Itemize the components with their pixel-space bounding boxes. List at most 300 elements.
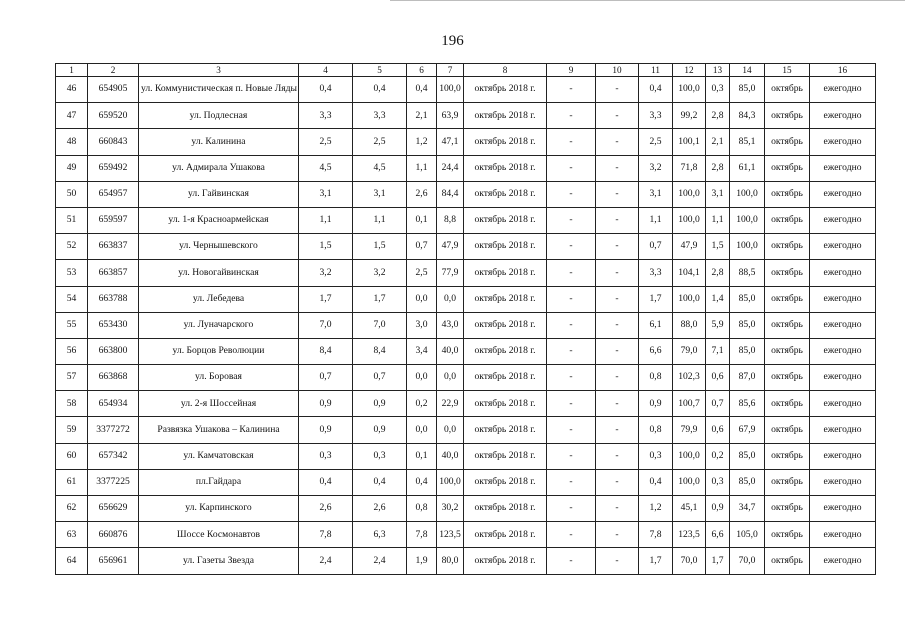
- value-7-cell: 22,9: [437, 391, 464, 417]
- value-9-cell: -: [547, 181, 596, 207]
- road-code-cell: 659520: [88, 103, 139, 129]
- value-4-cell: 2,6: [299, 496, 353, 522]
- value-7-cell: 123,5: [437, 522, 464, 548]
- street-name-cell: ул. Коммунистическая п. Новые Ляды: [139, 77, 299, 103]
- table-row: [56, 469, 876, 495]
- value-10-cell: -: [596, 103, 639, 129]
- inspection-month-cell: октябрь: [765, 155, 810, 181]
- column-header-15: 15: [765, 64, 810, 77]
- value-12-cell: 45,1: [673, 496, 706, 522]
- value-4-cell: 3,3: [299, 103, 353, 129]
- row-number-cell: 54: [56, 286, 88, 312]
- table-row: [56, 548, 876, 574]
- value-6-cell: 2,1: [407, 103, 437, 129]
- road-code-cell: 659492: [88, 155, 139, 181]
- value-12-cell: 79,9: [673, 417, 706, 443]
- value-11-cell: 3,2: [639, 155, 673, 181]
- value-13-cell: 6,6: [706, 522, 730, 548]
- value-12-cell: 123,5: [673, 522, 706, 548]
- value-11-cell: 3,3: [639, 260, 673, 286]
- value-7-cell: 30,2: [437, 496, 464, 522]
- frequency-cell: ежегодно: [810, 312, 876, 338]
- value-4-cell: 8,4: [299, 338, 353, 364]
- street-name-cell: ул. Калинина: [139, 129, 299, 155]
- value-10-cell: -: [596, 77, 639, 103]
- value-11-cell: 6,1: [639, 312, 673, 338]
- value-4-cell: 1,5: [299, 234, 353, 260]
- value-6-cell: 1,9: [407, 548, 437, 574]
- value-7-cell: 0,0: [437, 286, 464, 312]
- inspection-month-cell: октябрь: [765, 469, 810, 495]
- completion-date-cell: октябрь 2018 г.: [464, 103, 547, 129]
- value-5-cell: 4,5: [353, 155, 407, 181]
- value-7-cell: 24,4: [437, 155, 464, 181]
- column-header-12: 12: [673, 64, 706, 77]
- value-4-cell: 3,1: [299, 181, 353, 207]
- value-12-cell: 100,0: [673, 469, 706, 495]
- completion-date-cell: октябрь 2018 г.: [464, 155, 547, 181]
- inspection-month-cell: октябрь: [765, 312, 810, 338]
- value-12-cell: 70,0: [673, 548, 706, 574]
- street-name-cell: ул. 1-я Красноармейская: [139, 207, 299, 233]
- value-12-cell: 100,1: [673, 129, 706, 155]
- value-9-cell: -: [547, 260, 596, 286]
- value-5-cell: 2,6: [353, 496, 407, 522]
- value-10-cell: -: [596, 129, 639, 155]
- completion-date-cell: октябрь 2018 г.: [464, 234, 547, 260]
- value-7-cell: 100,0: [437, 469, 464, 495]
- value-14-cell: 61,1: [730, 155, 765, 181]
- frequency-cell: ежегодно: [810, 155, 876, 181]
- frequency-cell: ежегодно: [810, 522, 876, 548]
- completion-date-cell: октябрь 2018 г.: [464, 548, 547, 574]
- completion-date-cell: октябрь 2018 г.: [464, 312, 547, 338]
- row-number-cell: 46: [56, 77, 88, 103]
- inspection-month-cell: октябрь: [765, 286, 810, 312]
- table-row: [56, 103, 876, 129]
- page-number: 196: [441, 33, 464, 49]
- value-13-cell: 5,9: [706, 312, 730, 338]
- value-13-cell: 2,8: [706, 103, 730, 129]
- value-6-cell: 1,2: [407, 129, 437, 155]
- frequency-cell: ежегодно: [810, 234, 876, 260]
- value-5-cell: 0,4: [353, 77, 407, 103]
- inspection-month-cell: октябрь: [765, 77, 810, 103]
- value-7-cell: 80,0: [437, 548, 464, 574]
- value-14-cell: 88,5: [730, 260, 765, 286]
- value-13-cell: 1,1: [706, 207, 730, 233]
- road-code-cell: 654934: [88, 391, 139, 417]
- value-14-cell: 70,0: [730, 548, 765, 574]
- value-11-cell: 1,7: [639, 548, 673, 574]
- table-row: [56, 77, 876, 103]
- row-number-cell: 64: [56, 548, 88, 574]
- value-7-cell: 40,0: [437, 338, 464, 364]
- value-10-cell: -: [596, 469, 639, 495]
- value-9-cell: -: [547, 469, 596, 495]
- value-14-cell: 85,0: [730, 469, 765, 495]
- street-name-cell: Развязка Ушакова – Калинина: [139, 417, 299, 443]
- value-5-cell: 0,9: [353, 417, 407, 443]
- road-code-cell: 653430: [88, 312, 139, 338]
- inspection-month-cell: октябрь: [765, 260, 810, 286]
- value-4-cell: 7,0: [299, 312, 353, 338]
- value-4-cell: 0,9: [299, 417, 353, 443]
- value-11-cell: 1,2: [639, 496, 673, 522]
- street-name-cell: ул. Газеты Звезда: [139, 548, 299, 574]
- value-12-cell: 100,0: [673, 77, 706, 103]
- value-10-cell: -: [596, 417, 639, 443]
- value-9-cell: -: [547, 548, 596, 574]
- column-header-1: 1: [56, 64, 88, 77]
- street-name-cell: ул. Боровая: [139, 365, 299, 391]
- table-row: [56, 496, 876, 522]
- top-edge-rule: [390, 0, 905, 1]
- column-header-4: 4: [299, 64, 353, 77]
- value-9-cell: -: [547, 417, 596, 443]
- value-9-cell: -: [547, 443, 596, 469]
- value-14-cell: 67,9: [730, 417, 765, 443]
- frequency-cell: ежегодно: [810, 338, 876, 364]
- table-row: [56, 522, 876, 548]
- street-name-cell: пл.Гайдара: [139, 469, 299, 495]
- value-7-cell: 40,0: [437, 443, 464, 469]
- value-4-cell: 4,5: [299, 155, 353, 181]
- value-13-cell: 0,6: [706, 417, 730, 443]
- value-10-cell: -: [596, 391, 639, 417]
- road-code-cell: 3377272: [88, 417, 139, 443]
- value-7-cell: 100,0: [437, 77, 464, 103]
- value-9-cell: -: [547, 155, 596, 181]
- completion-date-cell: октябрь 2018 г.: [464, 443, 547, 469]
- column-header-5: 5: [353, 64, 407, 77]
- frequency-cell: ежегодно: [810, 496, 876, 522]
- value-12-cell: 71,8: [673, 155, 706, 181]
- value-5-cell: 0,4: [353, 469, 407, 495]
- street-name-cell: ул. Гайвинская: [139, 181, 299, 207]
- value-12-cell: 100,0: [673, 286, 706, 312]
- value-11-cell: 0,7: [639, 234, 673, 260]
- table-row: [56, 391, 876, 417]
- inspection-month-cell: октябрь: [765, 365, 810, 391]
- value-13-cell: 1,4: [706, 286, 730, 312]
- road-code-cell: 660843: [88, 129, 139, 155]
- value-14-cell: 84,3: [730, 103, 765, 129]
- table-row: [56, 181, 876, 207]
- value-13-cell: 0,3: [706, 469, 730, 495]
- completion-date-cell: октябрь 2018 г.: [464, 417, 547, 443]
- value-14-cell: 34,7: [730, 496, 765, 522]
- table-row: [56, 129, 876, 155]
- value-10-cell: -: [596, 234, 639, 260]
- value-5-cell: 3,3: [353, 103, 407, 129]
- value-7-cell: 47,1: [437, 129, 464, 155]
- value-14-cell: 85,0: [730, 286, 765, 312]
- column-header-13: 13: [706, 64, 730, 77]
- row-number-cell: 63: [56, 522, 88, 548]
- street-name-cell: Шоссе Космонавтов: [139, 522, 299, 548]
- table-row: [56, 338, 876, 364]
- value-5-cell: 6,3: [353, 522, 407, 548]
- value-6-cell: 3,4: [407, 338, 437, 364]
- value-13-cell: 1,5: [706, 234, 730, 260]
- value-6-cell: 2,5: [407, 260, 437, 286]
- column-header-11: 11: [639, 64, 673, 77]
- row-number-cell: 53: [56, 260, 88, 286]
- row-number-cell: 58: [56, 391, 88, 417]
- value-4-cell: 0,4: [299, 77, 353, 103]
- value-5-cell: 0,9: [353, 391, 407, 417]
- value-14-cell: 85,0: [730, 77, 765, 103]
- value-6-cell: 0,7: [407, 234, 437, 260]
- value-10-cell: -: [596, 443, 639, 469]
- value-5-cell: 7,0: [353, 312, 407, 338]
- frequency-cell: ежегодно: [810, 548, 876, 574]
- street-name-cell: ул. Адмирала Ушакова: [139, 155, 299, 181]
- value-7-cell: 77,9: [437, 260, 464, 286]
- value-4-cell: 0,3: [299, 443, 353, 469]
- value-11-cell: 1,7: [639, 286, 673, 312]
- row-number-cell: 55: [56, 312, 88, 338]
- frequency-cell: ежегодно: [810, 417, 876, 443]
- street-name-cell: ул. Лебедева: [139, 286, 299, 312]
- value-9-cell: -: [547, 234, 596, 260]
- roads-table: [55, 63, 876, 575]
- value-6-cell: 0,0: [407, 417, 437, 443]
- frequency-cell: ежегодно: [810, 103, 876, 129]
- value-13-cell: 1,7: [706, 548, 730, 574]
- inspection-month-cell: октябрь: [765, 522, 810, 548]
- completion-date-cell: октябрь 2018 г.: [464, 207, 547, 233]
- road-code-cell: 656961: [88, 548, 139, 574]
- table-row: [56, 155, 876, 181]
- value-11-cell: 0,9: [639, 391, 673, 417]
- completion-date-cell: октябрь 2018 г.: [464, 365, 547, 391]
- row-number-cell: 49: [56, 155, 88, 181]
- inspection-month-cell: октябрь: [765, 338, 810, 364]
- value-6-cell: 0,1: [407, 207, 437, 233]
- value-13-cell: 0,7: [706, 391, 730, 417]
- frequency-cell: ежегодно: [810, 181, 876, 207]
- value-11-cell: 1,1: [639, 207, 673, 233]
- completion-date-cell: октябрь 2018 г.: [464, 181, 547, 207]
- value-11-cell: 0,3: [639, 443, 673, 469]
- table-header-row: [56, 64, 876, 77]
- value-13-cell: 0,9: [706, 496, 730, 522]
- inspection-month-cell: октябрь: [765, 548, 810, 574]
- value-5-cell: 0,7: [353, 365, 407, 391]
- value-9-cell: -: [547, 129, 596, 155]
- value-5-cell: 1,5: [353, 234, 407, 260]
- completion-date-cell: октябрь 2018 г.: [464, 522, 547, 548]
- row-number-cell: 51: [56, 207, 88, 233]
- value-5-cell: 1,1: [353, 207, 407, 233]
- value-6-cell: 2,6: [407, 181, 437, 207]
- value-10-cell: -: [596, 312, 639, 338]
- completion-date-cell: октябрь 2018 г.: [464, 496, 547, 522]
- column-header-8: 8: [464, 64, 547, 77]
- column-header-14: 14: [730, 64, 765, 77]
- column-header-9: 9: [547, 64, 596, 77]
- street-name-cell: ул. Новогайвинская: [139, 260, 299, 286]
- value-10-cell: -: [596, 207, 639, 233]
- value-4-cell: 2,4: [299, 548, 353, 574]
- value-9-cell: -: [547, 496, 596, 522]
- value-4-cell: 1,7: [299, 286, 353, 312]
- frequency-cell: ежегодно: [810, 391, 876, 417]
- value-12-cell: 88,0: [673, 312, 706, 338]
- table-row: [56, 207, 876, 233]
- row-number-cell: 50: [56, 181, 88, 207]
- value-11-cell: 0,4: [639, 469, 673, 495]
- road-code-cell: 663837: [88, 234, 139, 260]
- value-11-cell: 3,3: [639, 103, 673, 129]
- value-5-cell: 2,5: [353, 129, 407, 155]
- street-name-cell: ул. Луначарского: [139, 312, 299, 338]
- value-5-cell: 3,2: [353, 260, 407, 286]
- inspection-month-cell: октябрь: [765, 391, 810, 417]
- road-code-cell: 663857: [88, 260, 139, 286]
- value-7-cell: 63,9: [437, 103, 464, 129]
- inspection-month-cell: октябрь: [765, 234, 810, 260]
- value-12-cell: 100,0: [673, 443, 706, 469]
- row-number-cell: 60: [56, 443, 88, 469]
- column-header-3: 3: [139, 64, 299, 77]
- value-7-cell: 8,8: [437, 207, 464, 233]
- value-6-cell: 0,4: [407, 77, 437, 103]
- value-12-cell: 102,3: [673, 365, 706, 391]
- value-5-cell: 2,4: [353, 548, 407, 574]
- value-10-cell: -: [596, 365, 639, 391]
- row-number-cell: 48: [56, 129, 88, 155]
- street-name-cell: ул. Борцов Революции: [139, 338, 299, 364]
- column-header-7: 7: [437, 64, 464, 77]
- value-12-cell: 99,2: [673, 103, 706, 129]
- value-4-cell: 0,7: [299, 365, 353, 391]
- inspection-month-cell: октябрь: [765, 103, 810, 129]
- value-11-cell: 6,6: [639, 338, 673, 364]
- value-11-cell: 0,8: [639, 417, 673, 443]
- value-6-cell: 0,4: [407, 469, 437, 495]
- value-10-cell: -: [596, 155, 639, 181]
- column-header-10: 10: [596, 64, 639, 77]
- value-9-cell: -: [547, 391, 596, 417]
- value-5-cell: 3,1: [353, 181, 407, 207]
- value-11-cell: 0,8: [639, 365, 673, 391]
- table-body: [56, 64, 876, 575]
- inspection-month-cell: октябрь: [765, 496, 810, 522]
- value-6-cell: 0,0: [407, 365, 437, 391]
- road-code-cell: 657342: [88, 443, 139, 469]
- street-name-cell: ул. Чернышевского: [139, 234, 299, 260]
- value-12-cell: 79,0: [673, 338, 706, 364]
- table-row: [56, 286, 876, 312]
- value-10-cell: -: [596, 260, 639, 286]
- completion-date-cell: октябрь 2018 г.: [464, 469, 547, 495]
- inspection-month-cell: октябрь: [765, 417, 810, 443]
- value-7-cell: 43,0: [437, 312, 464, 338]
- table-row: [56, 443, 876, 469]
- column-header-6: 6: [407, 64, 437, 77]
- inspection-month-cell: октябрь: [765, 181, 810, 207]
- row-number-cell: 47: [56, 103, 88, 129]
- value-4-cell: 0,4: [299, 469, 353, 495]
- value-12-cell: 100,0: [673, 181, 706, 207]
- value-14-cell: 85,0: [730, 312, 765, 338]
- value-14-cell: 87,0: [730, 365, 765, 391]
- value-13-cell: 2,8: [706, 260, 730, 286]
- completion-date-cell: октябрь 2018 г.: [464, 338, 547, 364]
- value-12-cell: 100,0: [673, 207, 706, 233]
- table-row: [56, 365, 876, 391]
- value-14-cell: 85,0: [730, 338, 765, 364]
- frequency-cell: ежегодно: [810, 443, 876, 469]
- inspection-month-cell: октябрь: [765, 207, 810, 233]
- value-12-cell: 100,7: [673, 391, 706, 417]
- road-code-cell: 660876: [88, 522, 139, 548]
- value-13-cell: 2,8: [706, 155, 730, 181]
- row-number-cell: 57: [56, 365, 88, 391]
- completion-date-cell: октябрь 2018 г.: [464, 129, 547, 155]
- inspection-month-cell: октябрь: [765, 443, 810, 469]
- value-5-cell: 0,3: [353, 443, 407, 469]
- value-6-cell: 0,2: [407, 391, 437, 417]
- value-7-cell: 0,0: [437, 417, 464, 443]
- value-13-cell: 7,1: [706, 338, 730, 364]
- value-9-cell: -: [547, 522, 596, 548]
- value-6-cell: 0,1: [407, 443, 437, 469]
- value-6-cell: 1,1: [407, 155, 437, 181]
- frequency-cell: ежегодно: [810, 129, 876, 155]
- completion-date-cell: октябрь 2018 г.: [464, 77, 547, 103]
- value-4-cell: 7,8: [299, 522, 353, 548]
- value-6-cell: 7,8: [407, 522, 437, 548]
- value-4-cell: 1,1: [299, 207, 353, 233]
- value-13-cell: 0,3: [706, 77, 730, 103]
- value-14-cell: 100,0: [730, 207, 765, 233]
- value-9-cell: -: [547, 365, 596, 391]
- value-7-cell: 84,4: [437, 181, 464, 207]
- value-11-cell: 7,8: [639, 522, 673, 548]
- value-7-cell: 0,0: [437, 365, 464, 391]
- value-14-cell: 85,1: [730, 129, 765, 155]
- completion-date-cell: октябрь 2018 г.: [464, 391, 547, 417]
- completion-date-cell: октябрь 2018 г.: [464, 286, 547, 312]
- value-11-cell: 2,5: [639, 129, 673, 155]
- row-number-cell: 61: [56, 469, 88, 495]
- row-number-cell: 56: [56, 338, 88, 364]
- value-7-cell: 47,9: [437, 234, 464, 260]
- value-9-cell: -: [547, 312, 596, 338]
- table-row: [56, 234, 876, 260]
- frequency-cell: ежегодно: [810, 365, 876, 391]
- value-10-cell: -: [596, 286, 639, 312]
- value-9-cell: -: [547, 286, 596, 312]
- frequency-cell: ежегодно: [810, 286, 876, 312]
- value-11-cell: 3,1: [639, 181, 673, 207]
- road-code-cell: 663800: [88, 338, 139, 364]
- value-4-cell: 0,9: [299, 391, 353, 417]
- value-9-cell: -: [547, 103, 596, 129]
- row-number-cell: 59: [56, 417, 88, 443]
- road-code-cell: 663788: [88, 286, 139, 312]
- street-name-cell: ул. 2-я Шоссейная: [139, 391, 299, 417]
- value-13-cell: 2,1: [706, 129, 730, 155]
- street-name-cell: ул. Камчатовская: [139, 443, 299, 469]
- value-10-cell: -: [596, 181, 639, 207]
- road-code-cell: 654905: [88, 77, 139, 103]
- table-row: [56, 260, 876, 286]
